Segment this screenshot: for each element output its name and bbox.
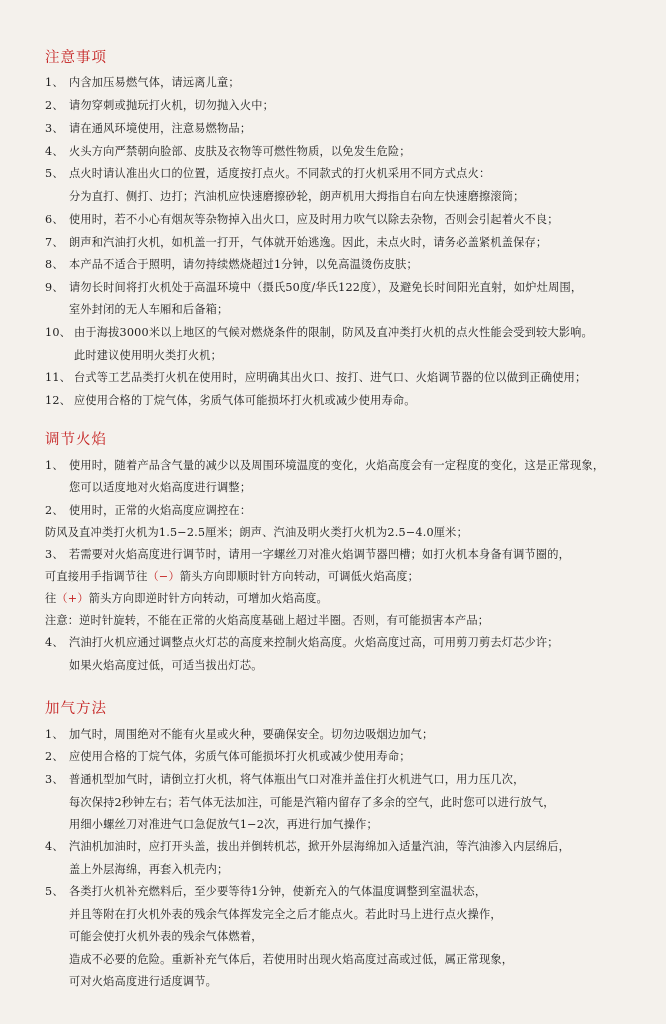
increase-instruction bbox=[45, 592, 328, 606]
item-text: 点火时请认准出火口的位置，适度按打点火。不同款式的打火机采用不同方式点火： bbox=[69, 167, 491, 180]
item-text: 各类打火机补充燃料后，至少要等待1分钟，使新充入的气体温度调整到室温状态， bbox=[69, 885, 487, 898]
item-text: 台式等工艺品类打火机在使用时，应明确其出火口、按打、进气口、火焰调节器的位以做到正确使用； bbox=[74, 371, 587, 384]
item-number: 8、 bbox=[45, 258, 64, 271]
item-text: 用细小螺丝刀对准进气口急促放气1−2次，再进行加气操作； bbox=[69, 818, 378, 831]
item-text: 由于海拔3000米以上地区的气候对燃烧条件的限制，防风及直冲类打火机的点火性能会受到较大影响。 bbox=[74, 326, 593, 339]
item-number: 1、 bbox=[45, 459, 64, 472]
item-number: 6、 bbox=[45, 213, 64, 226]
item-text: 请在通风环境使用，注意易燃物品； bbox=[69, 122, 252, 135]
item-text: 内含加压易燃气体，请远离儿童； bbox=[69, 76, 240, 89]
decrease-instruction bbox=[45, 570, 419, 584]
section-title-flame: 调节火焰 bbox=[45, 432, 107, 448]
flame-height-spec: 防风及直冲类打火机为1.5−2.5厘米；朗声、汽油及明火类打火机为2.5−4.0厘米； bbox=[45, 526, 468, 539]
minus-arrow-mark: （−） bbox=[147, 570, 180, 583]
item-text: 此时建议使用明火类打火机； bbox=[74, 349, 223, 362]
decrease-text-after: 箭头方向即顺时针方向转动，可调低火焰高度； bbox=[179, 570, 419, 583]
item-text: 请勿长时间将打火机处于高温环境中（摄氏50度/华氏122度），及避免长时间阳光直射，如炉灶周围， bbox=[69, 281, 583, 294]
item-number: 1、 bbox=[45, 728, 64, 741]
item-text: 火头方向严禁朝向脸部、皮肤及衣物等可燃性物质，以免发生危险； bbox=[69, 145, 411, 158]
item-number: 10、 bbox=[45, 326, 72, 339]
item-text: 普通机型加气时，请倒立打火机，将气体瓶出气口对准并盖住打火机进气口，用力压几次， bbox=[69, 773, 525, 786]
section-title-refill: 加气方法 bbox=[45, 701, 107, 717]
item-text: 请勿穿刺或抛玩打火机，切勿抛入火中； bbox=[69, 99, 274, 112]
plus-arrow-mark: （+） bbox=[56, 592, 89, 605]
item-text: 加气时，周围绝对不能有火星或火种，要确保安全。切勿边吸烟边加气； bbox=[69, 728, 434, 741]
item-number: 4、 bbox=[45, 636, 64, 649]
item-text: 朗声和汽油打火机，如机盖一打开，气体就开始逃逸。因此，未点火时，请务必盖紧机盖保存； bbox=[69, 236, 548, 249]
item-number: 5、 bbox=[45, 167, 64, 180]
item-text: 您可以适度地对火焰高度进行调整； bbox=[69, 481, 252, 494]
item-number: 12、 bbox=[45, 394, 72, 407]
item-number: 7、 bbox=[45, 236, 64, 249]
item-text: 若需要对火焰高度进行调节时，请用一字螺丝刀对准火焰调节器凹槽；如打火机本身备有调节圈的， bbox=[69, 548, 571, 561]
item-number: 9、 bbox=[45, 281, 64, 294]
item-text: 分为直打、侧打、边打；汽油机应快速磨擦砂轮，朗声机用大拇指自右向左快速磨擦滚筒； bbox=[69, 190, 525, 203]
item-text: 造成不必要的危险。重新补充气体后，若使用时出现火焰高度过高或过低，属正常现象， bbox=[69, 953, 514, 966]
item-number: 2、 bbox=[45, 99, 64, 112]
item-text: 可对火焰高度进行适度调节。 bbox=[69, 975, 218, 988]
item-text: 应使用合格的丁烷气体，劣质气体可能损坏打火机或减少使用寿命。 bbox=[74, 394, 416, 407]
item-text: 每次保持2秒钟左右；若气体无法加注，可能是汽箱内留存了多余的空气，此时您可以进行放气， bbox=[69, 796, 555, 809]
item-text: 汽油打火机应通过调整点火灯芯的高度来控制火焰高度。火焰高度过高，可用剪刀剪去灯芯少许； bbox=[69, 636, 559, 649]
increase-text-after: 箭头方向即逆时针方向转动，可增加火焰高度。 bbox=[88, 592, 328, 605]
item-number: 2、 bbox=[45, 504, 64, 517]
item-text: 室外封闭的无人车厢和后备箱； bbox=[69, 303, 229, 316]
item-text: 使用时，正常的火焰高度应调控在： bbox=[69, 504, 252, 517]
item-number: 3、 bbox=[45, 773, 64, 786]
item-text: 如果火焰高度过低，可适当拔出灯芯。 bbox=[69, 659, 263, 672]
item-number: 2、 bbox=[45, 750, 64, 763]
increase-text-before: 往 bbox=[45, 592, 57, 605]
caution-note: 注意：逆时针旋转，不能在正常的火焰高度基础上超过半圈。否则，有可能损害本产品； bbox=[45, 614, 490, 627]
item-number: 1、 bbox=[45, 76, 64, 89]
item-text: 使用时，若不小心有烟灰等杂物掉入出火口，应及时用力吹气以除去杂物，否则会引起着火不良； bbox=[69, 213, 559, 226]
item-number: 3、 bbox=[45, 122, 64, 135]
item-text: 汽油机加油时，应打开头盖，拔出并倒转机芯，掀开外层海绵加入适量汽油，等汽油渗入内层绵后， bbox=[69, 840, 571, 853]
decrease-text-before: 可直接用手指调节往 bbox=[45, 570, 148, 583]
item-text: 使用时，随着产品含气量的减少以及周围环境温度的变化，火焰高度会有一定程度的变化，这是正常现象， bbox=[69, 459, 605, 472]
item-number: 4、 bbox=[45, 840, 64, 853]
item-text: 可能会使打火机外表的残余气体燃着， bbox=[69, 930, 263, 943]
item-number: 4、 bbox=[45, 145, 64, 158]
item-text: 并且等附在打火机外表的残余气体挥发完全之后才能点火。若此时马上进行点火操作， bbox=[69, 908, 502, 921]
item-number: 5、 bbox=[45, 885, 64, 898]
item-number: 3、 bbox=[45, 548, 64, 561]
section-title-precautions: 注意事项 bbox=[45, 50, 107, 66]
item-text: 盖上外层海绵，再套入机壳内； bbox=[69, 863, 229, 876]
item-text: 应使用合格的丁烷气体，劣质气体可能损坏打火机或减少使用寿命； bbox=[69, 750, 411, 763]
item-text: 本产品不适合于照明，请勿持续燃烧超过1分钟，以免高温烫伤皮肤； bbox=[69, 258, 418, 271]
item-number: 11、 bbox=[45, 371, 72, 384]
